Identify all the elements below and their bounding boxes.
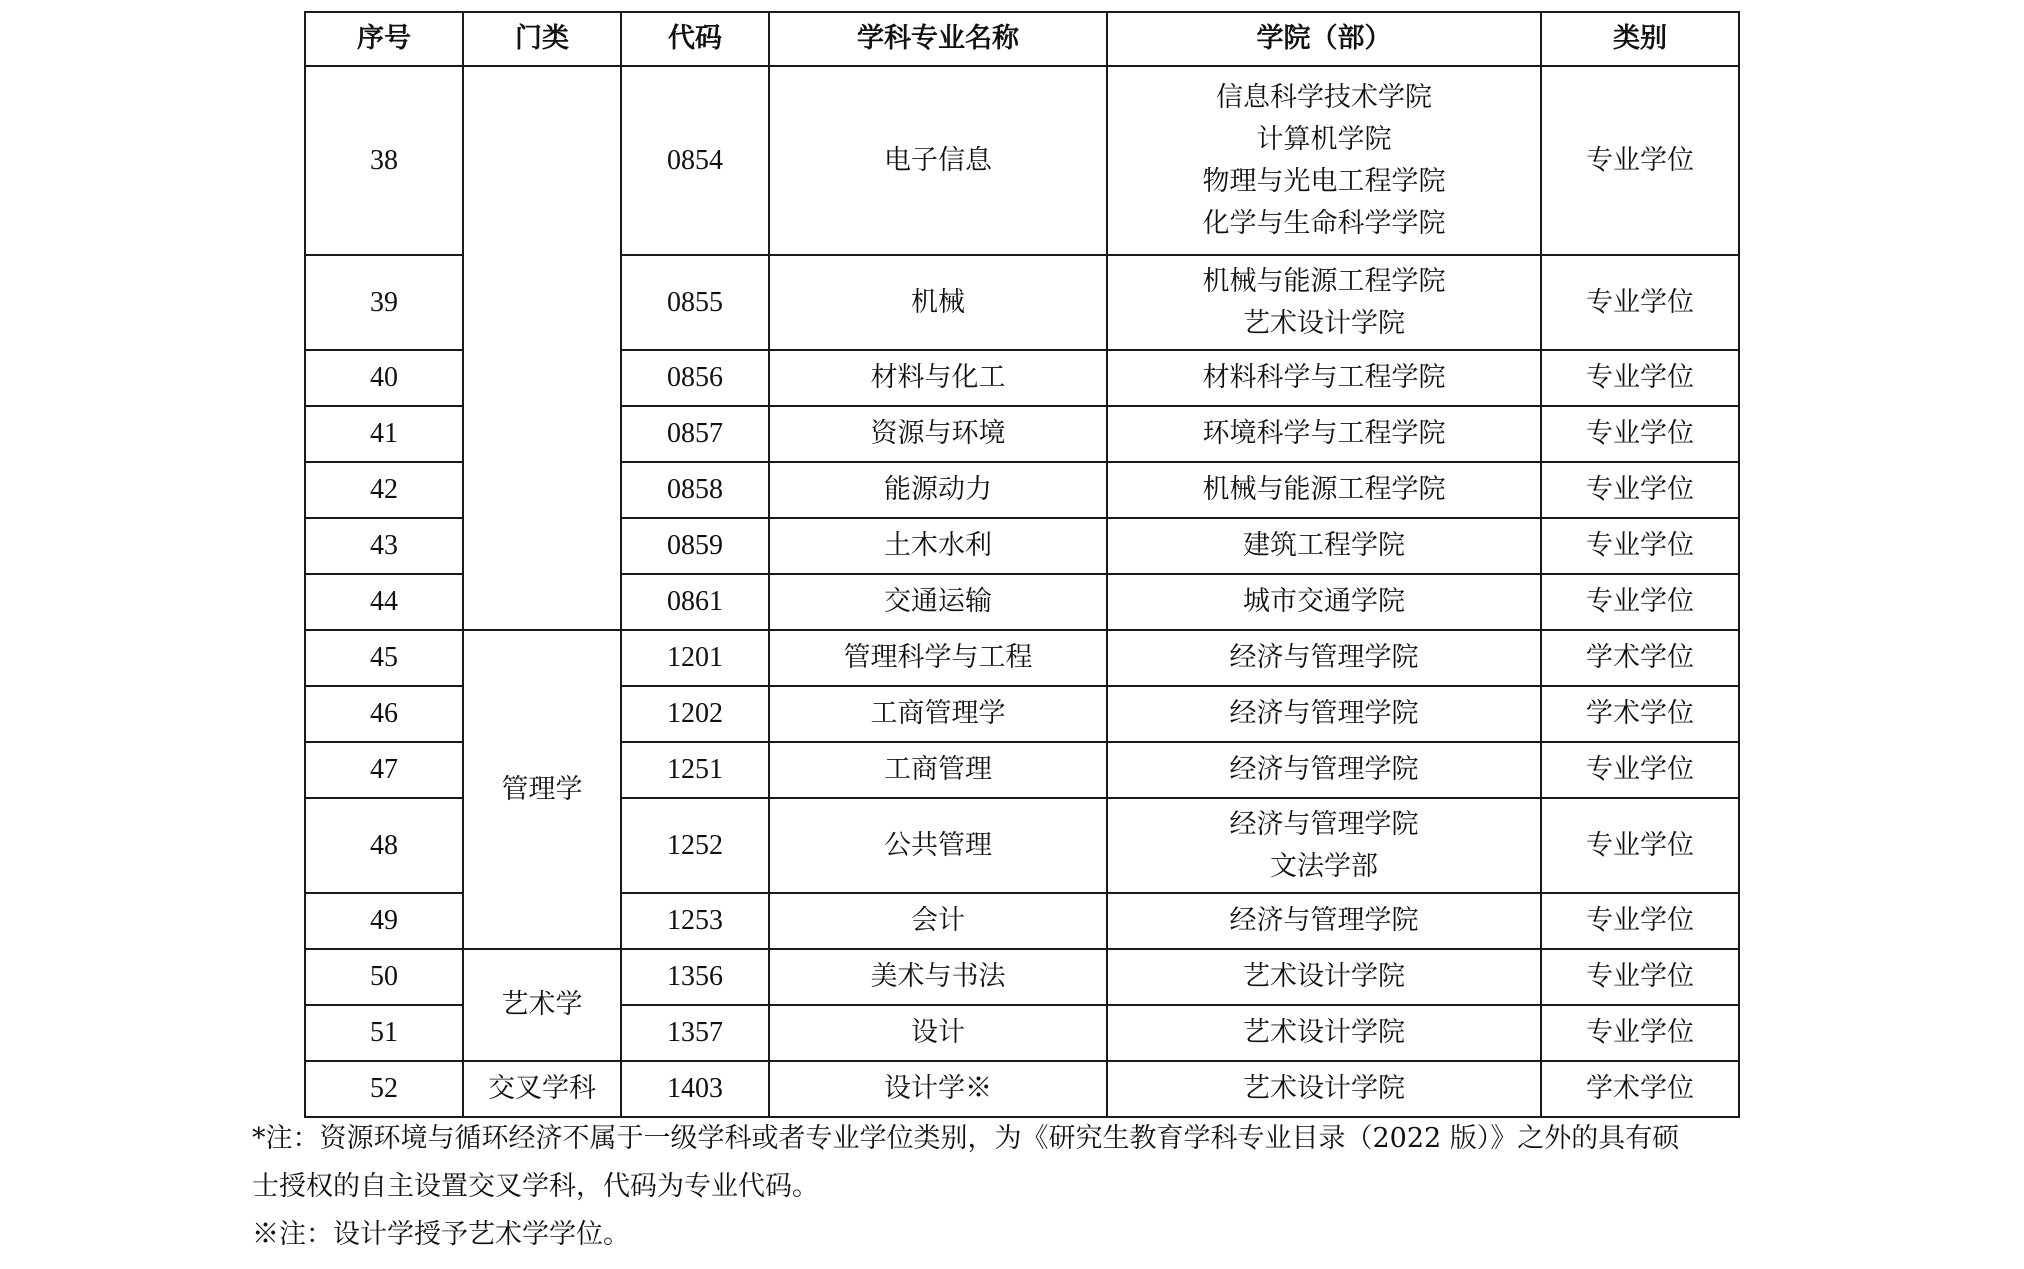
cell-name: 公共管理 — [769, 798, 1107, 893]
cell-seq: 42 — [305, 462, 463, 518]
cell-type: 专业学位 — [1541, 462, 1739, 518]
table-header-row — [305, 12, 1739, 66]
cell-college — [1107, 66, 1541, 255]
cell-code: 0854 — [621, 66, 769, 255]
cell-code: 1356 — [621, 949, 769, 1005]
cell-type: 专业学位 — [1541, 255, 1739, 350]
cell-college: 经济与管理学院 — [1107, 630, 1541, 686]
college-line: 经济与管理学院 — [1229, 808, 1419, 840]
cell-college — [1107, 255, 1541, 350]
cell-seq: 38 — [305, 66, 463, 255]
cell-seq: 45 — [305, 630, 463, 686]
cell-seq: 52 — [305, 1061, 463, 1117]
table-row — [305, 66, 1739, 255]
cell-code: 0855 — [621, 255, 769, 350]
cell-name: 资源与环境 — [769, 406, 1107, 462]
cell-seq: 41 — [305, 406, 463, 462]
discipline-table — [304, 11, 1740, 1118]
cell-seq: 48 — [305, 798, 463, 893]
cell-seq: 40 — [305, 350, 463, 406]
cell-name: 交通运输 — [769, 574, 1107, 630]
header-seq: 序号 — [305, 12, 463, 66]
cell-college: 材料科学与工程学院 — [1107, 350, 1541, 406]
cell-name: 设计 — [769, 1005, 1107, 1061]
cell-college: 建筑工程学院 — [1107, 518, 1541, 574]
cell-category-management: 管理学 — [463, 630, 621, 949]
cell-college: 城市交通学院 — [1107, 574, 1541, 630]
cell-college: 艺术设计学院 — [1107, 1061, 1541, 1117]
cell-type: 专业学位 — [1541, 742, 1739, 798]
cell-name: 机械 — [769, 255, 1107, 350]
cell-type: 专业学位 — [1541, 66, 1739, 255]
cell-seq: 51 — [305, 1005, 463, 1061]
cell-type: 学术学位 — [1541, 630, 1739, 686]
cell-type: 专业学位 — [1541, 350, 1739, 406]
cell-type: 专业学位 — [1541, 949, 1739, 1005]
cell-code: 1251 — [621, 742, 769, 798]
footnote-2: ※注：设计学授予艺术学学位。 — [252, 1219, 630, 1250]
cell-code: 0856 — [621, 350, 769, 406]
college-line: 化学与生命科学学院 — [1202, 207, 1446, 239]
cell-name: 管理科学与工程 — [769, 630, 1107, 686]
cell-name: 设计学※ — [769, 1061, 1107, 1117]
cell-code: 1202 — [621, 686, 769, 742]
cell-name: 能源动力 — [769, 462, 1107, 518]
footnote-1-line-1: *注：资源环境与循环经济不属于一级学科或者专业学位类别，为《研究生教育学科专业目录（2022 版）》之外的具有硕 — [252, 1123, 1680, 1154]
cell-category-art: 艺术学 — [463, 949, 621, 1061]
cell-name: 电子信息 — [769, 66, 1107, 255]
cell-seq: 50 — [305, 949, 463, 1005]
cell-type: 专业学位 — [1541, 406, 1739, 462]
cell-code: 1357 — [621, 1005, 769, 1061]
cell-college — [1107, 798, 1541, 893]
college-line: 物理与光电工程学院 — [1202, 165, 1446, 197]
cell-type: 专业学位 — [1541, 518, 1739, 574]
cell-seq: 39 — [305, 255, 463, 350]
table-row — [305, 630, 1739, 686]
cell-code: 1403 — [621, 1061, 769, 1117]
table-row — [305, 949, 1739, 1005]
cell-name: 土木水利 — [769, 518, 1107, 574]
cell-type: 学术学位 — [1541, 686, 1739, 742]
college-line: 文法学部 — [1270, 850, 1378, 882]
cell-category-interdisciplinary: 交叉学科 — [463, 1061, 621, 1117]
college-line: 信息科学技术学院 — [1216, 81, 1432, 113]
footnote-1-line-2: 士授权的自主设置交叉学科，代码为专业代码。 — [252, 1171, 819, 1202]
college-line: 艺术设计学院 — [1243, 307, 1405, 339]
footnotes — [252, 1115, 1792, 1259]
cell-college: 机械与能源工程学院 — [1107, 462, 1541, 518]
cell-type: 学术学位 — [1541, 1061, 1739, 1117]
cell-code: 1252 — [621, 798, 769, 893]
cell-seq: 46 — [305, 686, 463, 742]
table-row — [305, 1061, 1739, 1117]
cell-college: 经济与管理学院 — [1107, 742, 1541, 798]
cell-name: 工商管理学 — [769, 686, 1107, 742]
header-name: 学科专业名称 — [769, 12, 1107, 66]
cell-name: 工商管理 — [769, 742, 1107, 798]
cell-type: 专业学位 — [1541, 574, 1739, 630]
cell-college: 艺术设计学院 — [1107, 949, 1541, 1005]
cell-type: 专业学位 — [1541, 893, 1739, 949]
cell-code: 0859 — [621, 518, 769, 574]
cell-category-engineering — [463, 66, 621, 630]
cell-type: 专业学位 — [1541, 798, 1739, 893]
cell-code: 1201 — [621, 630, 769, 686]
college-line: 计算机学院 — [1256, 123, 1392, 155]
cell-college: 环境科学与工程学院 — [1107, 406, 1541, 462]
cell-college: 经济与管理学院 — [1107, 686, 1541, 742]
header-code: 代码 — [621, 12, 769, 66]
cell-seq: 49 — [305, 893, 463, 949]
header-type: 类别 — [1541, 12, 1739, 66]
cell-code: 0857 — [621, 406, 769, 462]
cell-seq: 47 — [305, 742, 463, 798]
cell-seq: 43 — [305, 518, 463, 574]
cell-name: 材料与化工 — [769, 350, 1107, 406]
cell-code: 0861 — [621, 574, 769, 630]
cell-seq: 44 — [305, 574, 463, 630]
cell-type: 专业学位 — [1541, 1005, 1739, 1061]
cell-name: 美术与书法 — [769, 949, 1107, 1005]
cell-college: 艺术设计学院 — [1107, 1005, 1541, 1061]
cell-code: 1253 — [621, 893, 769, 949]
cell-name: 会计 — [769, 893, 1107, 949]
cell-college: 经济与管理学院 — [1107, 893, 1541, 949]
header-category: 门类 — [463, 12, 621, 66]
cell-code: 0858 — [621, 462, 769, 518]
header-college: 学院（部） — [1107, 12, 1541, 66]
college-line: 机械与能源工程学院 — [1202, 265, 1446, 297]
